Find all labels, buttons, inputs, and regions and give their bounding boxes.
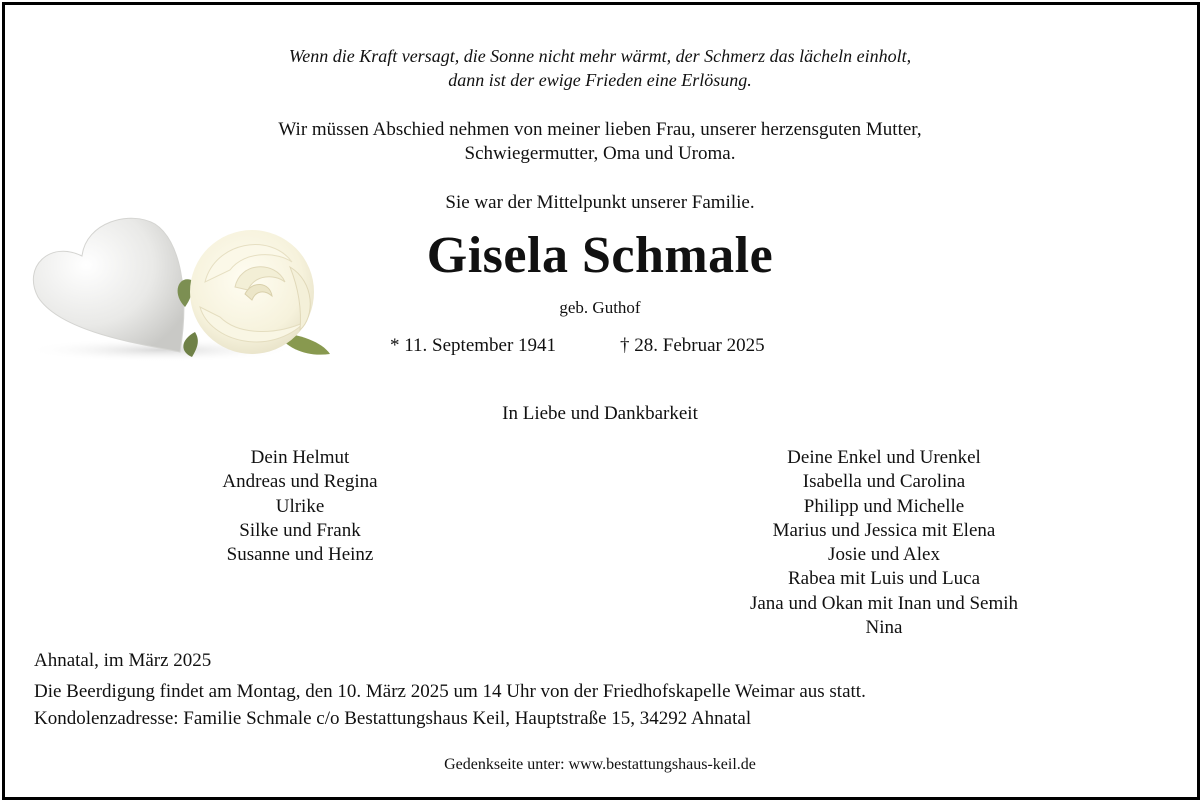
family-member: Deine Enkel und Urenkel xyxy=(787,447,981,468)
family-member: Ulrike xyxy=(275,495,325,517)
family-list-left xyxy=(222,446,377,567)
family-list-right xyxy=(750,446,1018,640)
center-statement: Sie war der Mittelpunkt unserer Familie. xyxy=(445,192,755,213)
birth-date: * 11. September 1941 xyxy=(390,335,557,356)
funeral-info: Die Beerdigung findet am Montag, den 10. März 2025 um 14 Uhr von der Friedhofskapelle Weimar aus statt. xyxy=(34,681,866,702)
family-member: Josie und Alex xyxy=(828,544,940,566)
dedication: In Liebe und Dankbarkeit xyxy=(502,403,698,424)
quote xyxy=(289,44,911,92)
family-member: Susanne und Heinz xyxy=(226,544,374,566)
memorial-website: Gedenkseite unter: www.bestattungshaus-keil.de xyxy=(444,756,756,773)
quote-line-1: Wenn die Kraft versagt, die Sonne nicht mehr wärmt, der Schmerz das lächeln einholt, xyxy=(288,46,912,66)
family-member: Silke und Frank xyxy=(239,519,361,541)
family-member: Andreas und Regina xyxy=(222,471,378,493)
white-rose-icon xyxy=(190,230,314,354)
family-member: Isabella und Carolina xyxy=(802,471,966,493)
death-date: † 28. Februar 2025 xyxy=(620,335,765,356)
intro-line-1: Wir müssen Abschied nehmen von meiner lieben Frau, unserer herzensguten Mutter, xyxy=(278,119,922,140)
quote-line-2: dann ist der ewige Frieden eine Erlösung. xyxy=(448,70,752,90)
family-member: Nina xyxy=(865,617,903,639)
deceased-name: Gisela Schmale xyxy=(426,227,774,284)
family-member: Rabea mit Luis und Luca xyxy=(787,568,981,590)
family-member: Dein Helmut xyxy=(250,447,350,468)
heart-figure-icon xyxy=(33,218,183,352)
family-member: Marius und Jessica mit Elena xyxy=(772,519,996,541)
heart-and-rose-picture xyxy=(30,212,335,362)
birth-name: geb. Guthof xyxy=(559,298,641,317)
place-date: Ahnatal, im März 2025 xyxy=(34,650,212,671)
condolence-address: Kondolenzadresse: Familie Schmale c/o Bestattungshaus Keil, Hauptstraße 15, 34292 Ahnatal xyxy=(34,708,752,729)
intro-text xyxy=(278,118,921,166)
intro-line-2: Schwiegermutter, Oma und Uroma. xyxy=(464,143,736,164)
family-member: Jana und Okan mit Inan und Semih xyxy=(749,592,1019,614)
family-member: Philipp und Michelle xyxy=(803,495,965,517)
